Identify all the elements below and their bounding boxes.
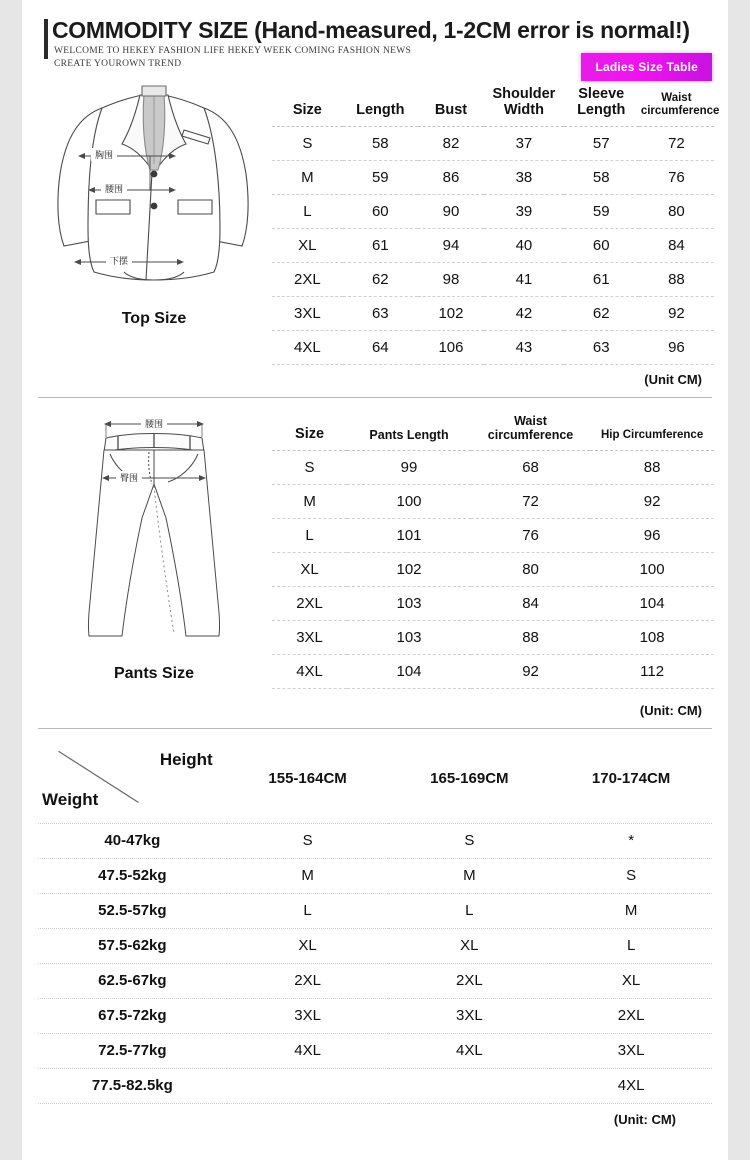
cell-size-155-164: M: [227, 859, 389, 894]
page-title: COMMODITY SIZE (Hand-measured, 1-2CM error is normal!): [52, 17, 690, 43]
cell-size-155-164: S: [227, 824, 389, 859]
matrix-header-row: [38, 735, 712, 824]
cell-length: 63: [343, 297, 418, 331]
pants-header-size: Size: [295, 426, 325, 442]
cell-bust: 86: [418, 161, 484, 195]
table-row: [272, 297, 714, 331]
pants-size-section: [22, 406, 728, 718]
cell-waist: 72: [639, 127, 714, 161]
top-size-table: [272, 82, 720, 365]
cell-size-155-164: 2XL: [227, 964, 389, 999]
table-row: [272, 621, 714, 655]
size-chart-page: [22, 0, 728, 1160]
cell-pants-length: 103: [347, 621, 471, 655]
section-divider-2: [38, 728, 712, 729]
cell-waist: 96: [639, 331, 714, 365]
cell-size: L: [272, 195, 343, 229]
cell-hip: 104: [590, 587, 714, 621]
cell-size-170-174: 4XL: [550, 1069, 712, 1104]
cell-size-170-174: *: [550, 824, 712, 859]
cell-weight-range: 57.5-62kg: [38, 929, 227, 964]
cell-size-165-169: 3XL: [388, 999, 550, 1034]
cell-size: M: [272, 161, 343, 195]
cell-hip: 92: [590, 485, 714, 519]
blazer-illustration: [44, 78, 264, 303]
cell-size-165-169: 4XL: [388, 1034, 550, 1069]
cell-hip: 108: [590, 621, 714, 655]
cell-waist: 76: [471, 519, 590, 553]
pants-waist-label: 腰围: [144, 420, 164, 430]
cell-pants-length: 102: [347, 553, 471, 587]
table-row: [38, 1034, 712, 1069]
pants-size-table-column: [272, 406, 714, 718]
table-row: [272, 553, 714, 587]
cell-size: 2XL: [272, 587, 347, 621]
cell-shoulder: 42: [484, 297, 564, 331]
cell-size-155-164: [227, 1069, 389, 1104]
cell-size-155-164: XL: [227, 929, 389, 964]
cell-length: 59: [343, 161, 418, 195]
height-weight-matrix-table: [38, 735, 712, 1104]
table-row: [38, 1069, 712, 1104]
cell-pants-length: 103: [347, 587, 471, 621]
cell-size-165-169: XL: [388, 929, 550, 964]
section-divider-1: [38, 397, 712, 398]
cell-weight-range: 40-47kg: [38, 824, 227, 859]
cell-waist: 88: [471, 621, 590, 655]
top-header-sleeve-length: Sleeve Length: [577, 86, 626, 118]
pants-figure-column: [36, 406, 272, 683]
pants-illustration: [54, 406, 254, 658]
cell-size-165-169: S: [388, 824, 550, 859]
cell-waist: 92: [639, 297, 714, 331]
table-row: [38, 999, 712, 1034]
cell-size-165-169: L: [388, 894, 550, 929]
table-row: [272, 263, 714, 297]
top-header-bust: Bust: [434, 102, 468, 118]
page-subtitle-line2: CREATE YOUROWN TREND: [54, 59, 182, 69]
cell-hip: 96: [590, 519, 714, 553]
pants-hip-label: 臀围: [119, 474, 139, 484]
cell-size-170-174: L: [550, 929, 712, 964]
pants-header-hip-circumference: Hip Circumference: [600, 429, 704, 441]
cell-size: 3XL: [272, 297, 343, 331]
cell-size: 3XL: [272, 621, 347, 655]
cell-sleeve: 59: [564, 195, 639, 229]
cell-bust: 106: [418, 331, 484, 365]
cell-shoulder: 41: [484, 263, 564, 297]
cell-waist: 80: [471, 553, 590, 587]
cell-size: M: [272, 485, 347, 519]
cell-size-165-169: M: [388, 859, 550, 894]
cell-size-170-174: XL: [550, 964, 712, 999]
corner-height-label: Height: [159, 750, 213, 769]
cell-sleeve: 58: [564, 161, 639, 195]
table-row: [38, 859, 712, 894]
cell-weight-range: 72.5-77kg: [38, 1034, 227, 1069]
page-header: [22, 0, 728, 78]
page-subtitle-line1: WELCOME TO HEKEY FASHION LIFE HEKEY WEEK COMING FASHION NEWS: [54, 46, 412, 56]
cell-weight-range: 52.5-57kg: [38, 894, 227, 929]
cell-shoulder: 38: [484, 161, 564, 195]
cell-weight-range: 67.5-72kg: [38, 999, 227, 1034]
cell-size-155-164: 4XL: [227, 1034, 389, 1069]
table-row: [38, 824, 712, 859]
cell-shoulder: 40: [484, 229, 564, 263]
table-row: [272, 485, 714, 519]
top-header-waist-circumference: Waist circumference: [640, 92, 720, 117]
pants-table-header-row: [272, 410, 714, 451]
cell-pants-length: 100: [347, 485, 471, 519]
cell-sleeve: 60: [564, 229, 639, 263]
cell-size: S: [272, 451, 347, 485]
cell-sleeve: 62: [564, 297, 639, 331]
cell-shoulder: 37: [484, 127, 564, 161]
top-header-shoulder-width: Shoulder Width: [492, 86, 556, 118]
cell-weight-range: 62.5-67kg: [38, 964, 227, 999]
table-row: [272, 451, 714, 485]
pants-unit-note: (Unit: CM): [639, 703, 702, 718]
cell-length: 60: [343, 195, 418, 229]
pants-header-waist-circumference: Waist circumference: [487, 414, 574, 442]
cell-bust: 82: [418, 127, 484, 161]
top-unit-note: (Unit CM): [644, 372, 702, 387]
cell-size: 4XL: [272, 331, 343, 365]
top-header-length: Length: [356, 102, 405, 118]
cell-size: 2XL: [272, 263, 343, 297]
matrix-corner-cell: [38, 735, 227, 824]
matrix-height-col-3: 170-174CM: [591, 770, 671, 787]
cell-waist: 80: [639, 195, 714, 229]
matrix-height-col-2: 165-169CM: [430, 770, 509, 787]
top-size-table-column: [272, 78, 720, 387]
matrix-height-col-1: 155-164CM: [268, 770, 347, 787]
table-row: [272, 587, 714, 621]
cell-size: XL: [272, 229, 343, 263]
cell-size: XL: [272, 553, 347, 587]
cell-bust: 90: [418, 195, 484, 229]
cell-waist: 68: [471, 451, 590, 485]
cell-hip: 100: [590, 553, 714, 587]
table-row: [38, 964, 712, 999]
matrix-unit-note: (Unit: CM): [613, 1112, 676, 1127]
corner-weight-label: Weight: [42, 790, 99, 809]
cell-weight-range: 77.5-82.5kg: [38, 1069, 227, 1104]
cell-waist: 84: [471, 587, 590, 621]
cell-weight-range: 47.5-52kg: [38, 859, 227, 894]
cell-length: 61: [343, 229, 418, 263]
cell-size-170-174: 2XL: [550, 999, 712, 1034]
table-row: [38, 894, 712, 929]
cell-size-170-174: S: [550, 859, 712, 894]
table-row: [272, 229, 714, 263]
waist-label: 腰围: [104, 185, 124, 195]
cell-shoulder: 43: [484, 331, 564, 365]
top-size-caption: Top Size: [121, 310, 187, 327]
top-table-header-row: [272, 82, 714, 127]
cell-size: 4XL: [272, 655, 347, 689]
cell-size-170-174: 3XL: [550, 1034, 712, 1069]
cell-waist: 88: [639, 263, 714, 297]
cell-sleeve: 57: [564, 127, 639, 161]
cell-waist: 72: [471, 485, 590, 519]
top-header-size: Size: [292, 102, 322, 118]
pants-size-caption: Pants Size: [113, 665, 195, 682]
table-row: [272, 127, 714, 161]
cell-pants-length: 104: [347, 655, 471, 689]
cell-pants-length: 99: [347, 451, 471, 485]
cell-length: 64: [343, 331, 418, 365]
cell-hip: 88: [590, 451, 714, 485]
cell-shoulder: 39: [484, 195, 564, 229]
cell-hip: 112: [590, 655, 714, 689]
table-row: [272, 519, 714, 553]
cell-bust: 94: [418, 229, 484, 263]
table-row: [272, 331, 714, 365]
pants-header-pants-length: Pants Length: [369, 428, 449, 442]
cell-size: S: [272, 127, 343, 161]
hem-label: 下摆: [109, 257, 129, 267]
cell-bust: 102: [418, 297, 484, 331]
cell-size-165-169: [388, 1069, 550, 1104]
title-accent-bar: [44, 19, 48, 59]
chest-label: 胸围: [94, 151, 114, 161]
height-weight-section: [22, 735, 728, 1127]
cell-size-155-164: L: [227, 894, 389, 929]
cell-sleeve: 63: [564, 331, 639, 365]
cell-size-170-174: M: [550, 894, 712, 929]
ladies-size-table-badge[interactable]: Ladies Size Table: [581, 53, 712, 81]
cell-size-155-164: 3XL: [227, 999, 389, 1034]
cell-length: 58: [343, 127, 418, 161]
cell-length: 62: [343, 263, 418, 297]
cell-size: L: [272, 519, 347, 553]
cell-bust: 98: [418, 263, 484, 297]
cell-waist: 76: [639, 161, 714, 195]
cell-waist: 92: [471, 655, 590, 689]
cell-size-165-169: 2XL: [388, 964, 550, 999]
cell-sleeve: 61: [564, 263, 639, 297]
table-row: [272, 195, 714, 229]
table-row: [38, 929, 712, 964]
table-row: [272, 655, 714, 689]
cell-pants-length: 101: [347, 519, 471, 553]
pants-size-table: [272, 410, 714, 689]
table-row: [272, 161, 714, 195]
top-size-section: [22, 78, 728, 387]
cell-waist: 84: [639, 229, 714, 263]
top-figure-column: [36, 78, 272, 328]
